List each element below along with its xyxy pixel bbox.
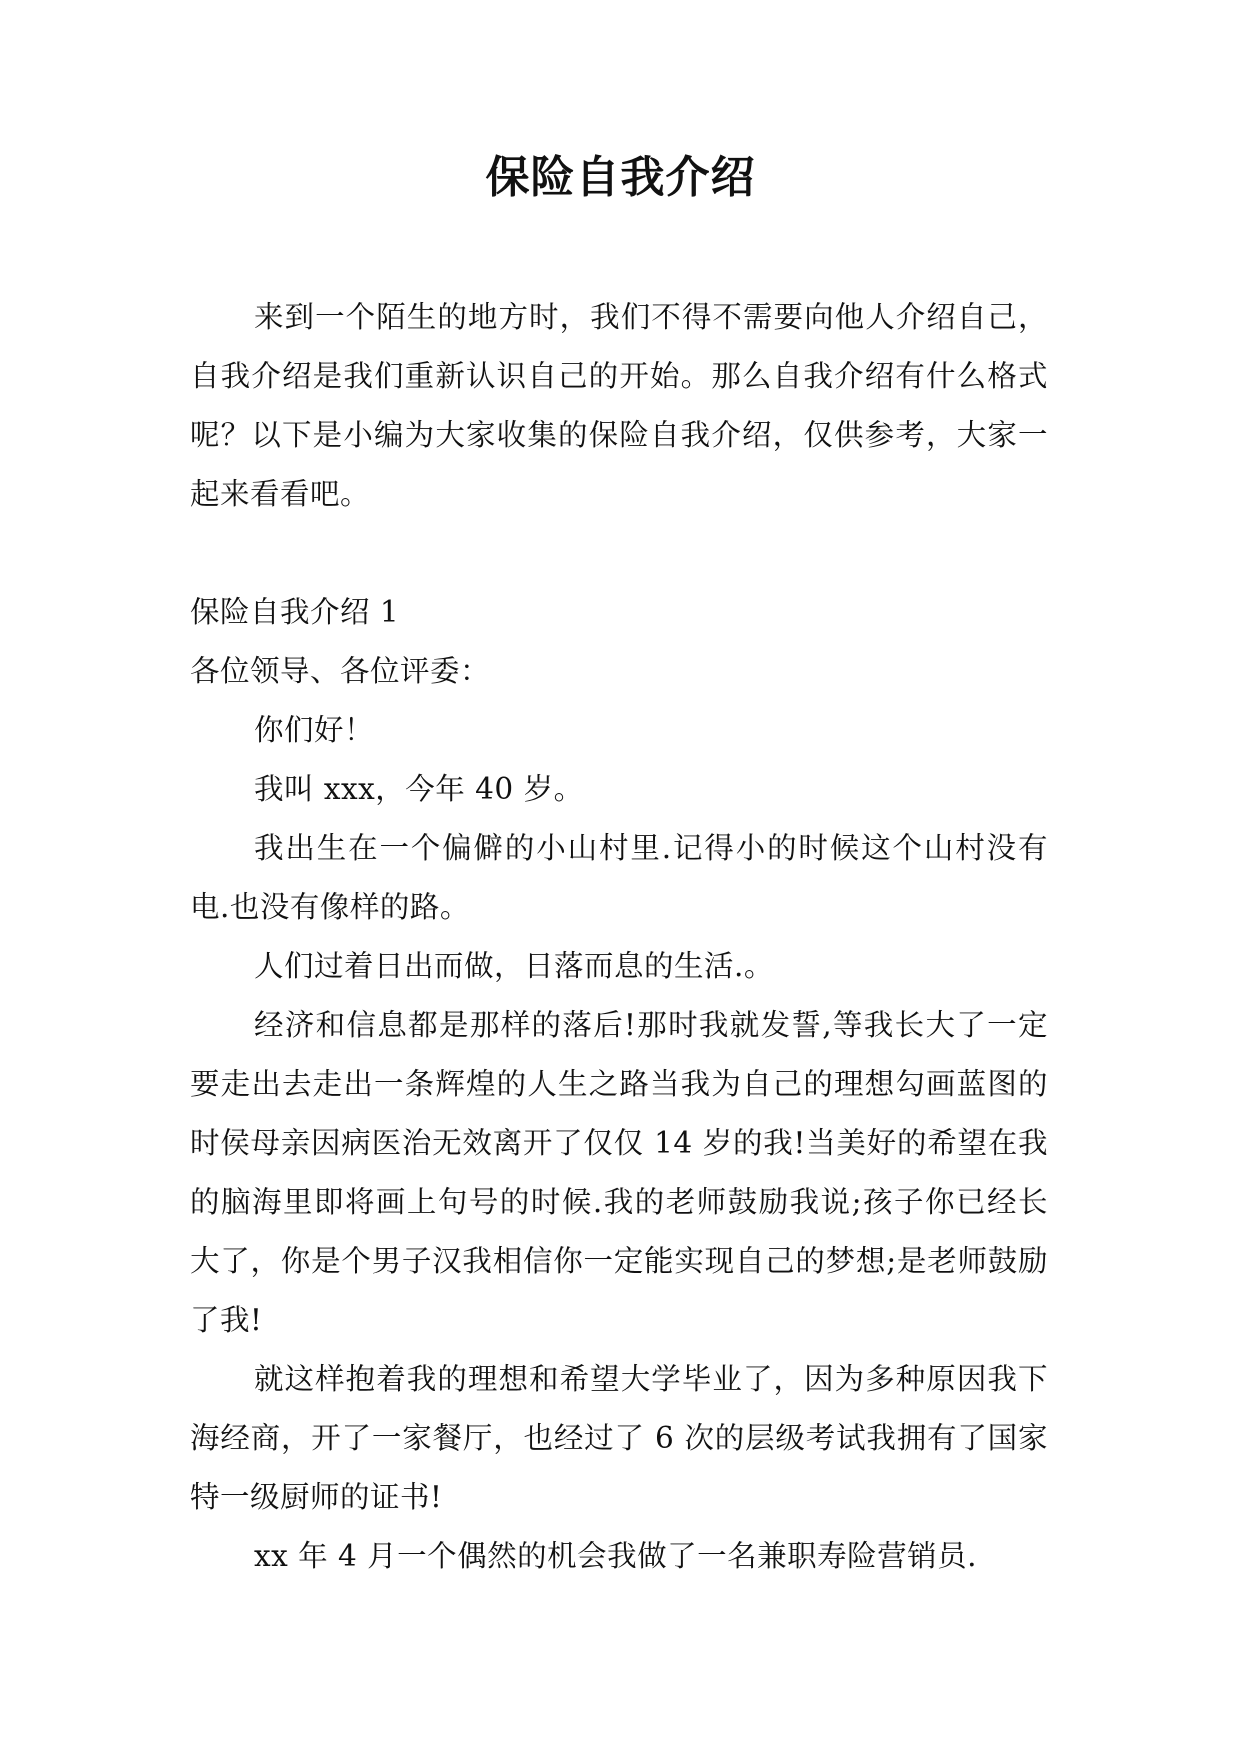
document-body [190,288,1048,1586]
body-paragraph: xx 年 4 月一个偶然的机会我做了一名兼职寿险营销员. [254,1539,978,1573]
paragraph-gap [190,524,1048,583]
intro-paragraph: 来到一个陌生的地方时，我们不得不需要向他人介绍自己，自我介绍是我们重新认识自己的开始。那么自我介绍有什么格式呢？以下是小编为大家收集的保险自我介绍，仅供参考，大家一起来看看吧。 [190,300,1048,511]
body-paragraph: 我出生在一个偏僻的小山村里.记得小的时候这个山村没有电.也没有像样的路。 [190,831,1048,924]
salutation: 各位领导、各位评委： [190,654,491,688]
section-heading: 保险自我介绍 1 [190,595,400,629]
body-paragraph: 人们过着日出而做，日落而息的生活.。 [254,949,774,983]
body-paragraph: 你们好！ [254,713,375,747]
body-paragraph: 就这样抱着我的理想和希望大学毕业了，因为多种原因我下海经商，开了一家餐厅，也经过了 6 次的层级考试我拥有了国家特一级厨师的证书! [190,1362,1048,1514]
document-title: 保险自我介绍 [485,152,756,203]
body-paragraph: 经济和信息都是那样的落后!那时我就发誓,等我长大了一定要走出去走出一条辉煌的人生之路当我为自己的理想勾画蓝图的时侯母亲因病医治无效离开了仅仅 14 岁的我!当美好的希望在我的脑海里即将画上句号的时候.我的老师鼓励我说;孩子你已经长大了，你是个男子汉我相信你一定能实现自己的梦想;是老师鼓励了我! [190,1008,1048,1337]
body-paragraph: 我叫 xxx，今年 40 岁。 [254,772,584,806]
